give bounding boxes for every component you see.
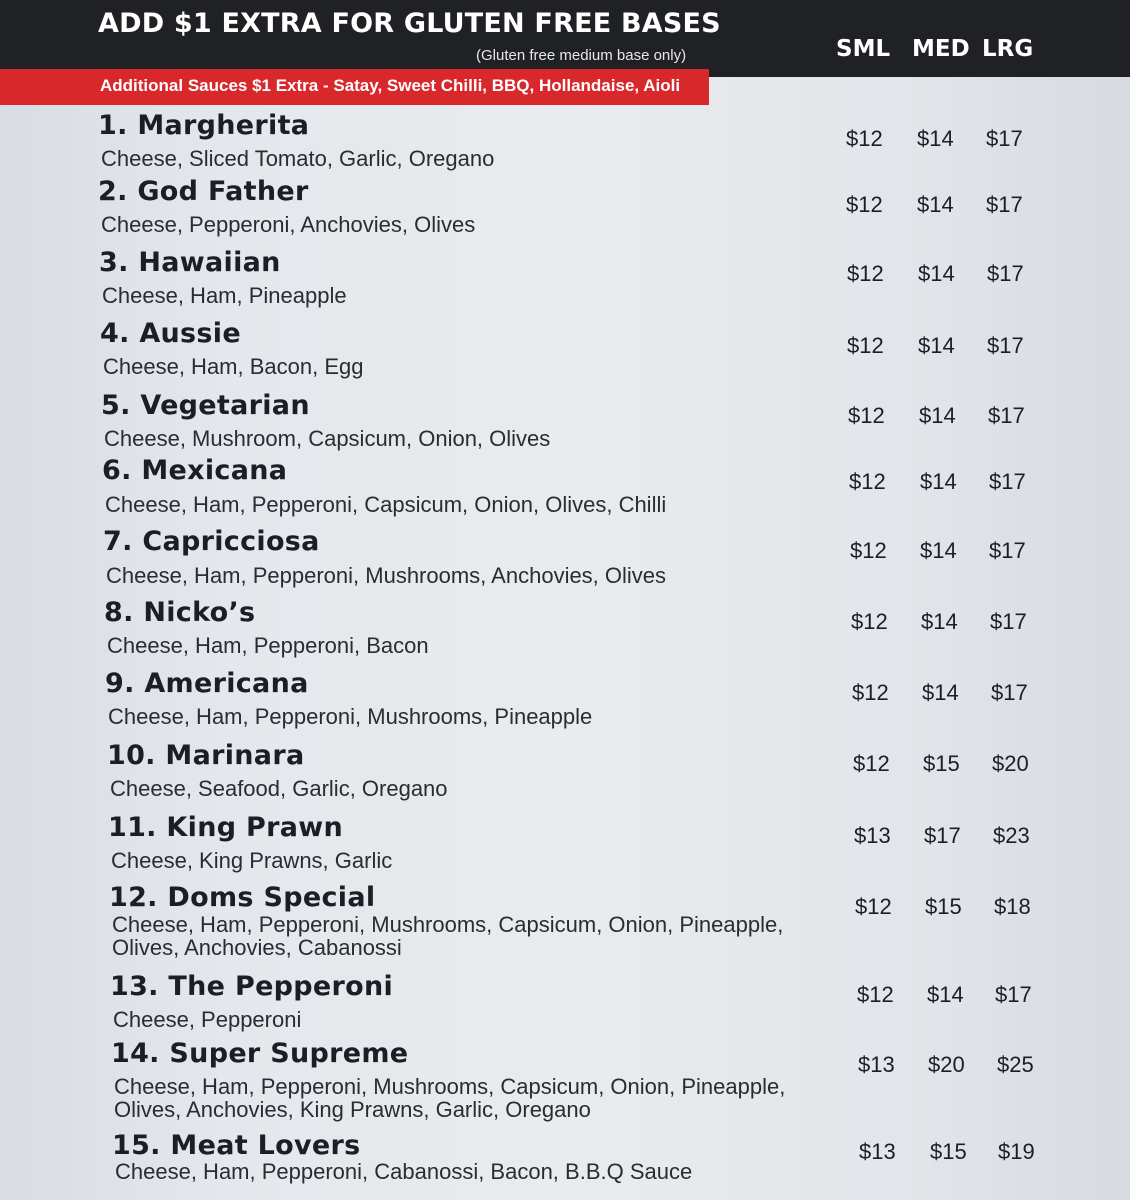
pizza-name: 8. Nicko’s <box>104 597 256 628</box>
price-small: $12 <box>853 751 890 776</box>
pizza-ingredients: Cheese, Ham, Pepperoni, Cabanossi, Bacon, B.B.Q Sauce <box>115 1159 693 1184</box>
pizza-ingredients: Cheese, Mushroom, Capsicum, Onion, Olives <box>104 426 551 451</box>
pizza-ingredients: Cheese, Ham, Pepperoni, Mushrooms, Capsicum, Onion, Pineapple, <box>114 1074 786 1099</box>
pizza-ingredients: Cheese, Ham, Pepperoni, Capsicum, Onion, Olives, Chilli <box>105 492 667 517</box>
pizza-ingredients: Cheese, King Prawns, Garlic <box>111 848 393 873</box>
pizza-ingredients: Olives, Anchovies, Cabanossi <box>112 935 402 960</box>
pizza-ingredients: Cheese, Pepperoni, Anchovies, Olives <box>101 212 476 237</box>
price-small: $12 <box>857 982 894 1007</box>
pizza-ingredients: Cheese, Ham, Pepperoni, Mushrooms, Capsicum, Onion, Pineapple, <box>112 912 784 937</box>
pizza-name: 14. Super Supreme <box>111 1038 409 1069</box>
price-large: $17 <box>988 403 1025 428</box>
pizza-name: 11. King Prawn <box>108 812 344 843</box>
gluten-free-heading: ADD $1 EXTRA FOR GLUTEN FREE BASES <box>98 8 721 39</box>
sauce-banner-text: Additional Sauces $1 Extra - Satay, Sweet Chilli, BBQ, Hollandaise, Aioli <box>100 76 681 95</box>
column-header-large: LRG <box>982 36 1034 62</box>
price-large: $23 <box>993 823 1030 848</box>
price-large: $25 <box>997 1052 1034 1077</box>
price-medium: $14 <box>917 192 954 217</box>
pizza-name: 2. God Father <box>98 176 309 207</box>
price-medium: $14 <box>919 403 956 428</box>
price-large: $17 <box>987 261 1024 286</box>
price-large: $17 <box>989 538 1026 563</box>
size-column-headers <box>836 36 1042 62</box>
price-medium: $14 <box>927 982 964 1007</box>
price-small: $13 <box>859 1139 896 1164</box>
pizza-name: 1. Margherita <box>98 110 310 141</box>
pizza-name: 9. Americana <box>105 668 309 699</box>
price-medium: $15 <box>925 894 962 919</box>
pizza-name: 15. Meat Lovers <box>112 1130 361 1161</box>
price-small: $12 <box>852 680 889 705</box>
price-large: $17 <box>986 192 1023 217</box>
price-large: $17 <box>995 982 1032 1007</box>
pizza-name: 6. Mexicana <box>102 455 288 486</box>
price-large: $17 <box>987 333 1024 358</box>
price-small: $12 <box>850 538 887 563</box>
price-medium: $20 <box>928 1052 965 1077</box>
gluten-free-note: (Gluten free medium base only) <box>476 47 687 64</box>
price-small: $12 <box>846 192 883 217</box>
price-large: $17 <box>989 469 1026 494</box>
pizza-name: 12. Doms Special <box>109 882 376 913</box>
pizza-ingredients: Cheese, Ham, Pepperoni, Mushrooms, Anchovies, Olives <box>106 563 667 588</box>
pizza-ingredients: Cheese, Ham, Pepperoni, Bacon <box>107 633 429 658</box>
pizza-name: 13. The Pepperoni <box>110 971 394 1002</box>
price-large: $19 <box>998 1139 1035 1164</box>
price-medium: $15 <box>930 1139 967 1164</box>
pizza-ingredients: Olives, Anchovies, King Prawns, Garlic, Oregano <box>114 1097 591 1122</box>
price-small: $12 <box>851 609 888 634</box>
price-small: $13 <box>854 823 891 848</box>
price-small: $12 <box>846 126 883 151</box>
pizza-name: 10. Marinara <box>107 740 305 771</box>
price-small: $12 <box>849 469 886 494</box>
price-large: $17 <box>990 609 1027 634</box>
price-medium: $14 <box>918 333 955 358</box>
price-medium: $14 <box>921 609 958 634</box>
pizza-ingredients: Cheese, Sliced Tomato, Garlic, Oregano <box>101 146 495 171</box>
price-small: $12 <box>847 333 884 358</box>
pizza-ingredients: Cheese, Ham, Pineapple <box>102 283 347 308</box>
pizza-name: 5. Vegetarian <box>101 390 310 421</box>
pizza-name: 4. Aussie <box>100 318 241 349</box>
price-small: $12 <box>847 261 884 286</box>
price-medium: $15 <box>923 751 960 776</box>
price-medium: $14 <box>920 538 957 563</box>
price-large: $20 <box>992 751 1029 776</box>
price-medium: $14 <box>922 680 959 705</box>
price-small: $13 <box>858 1052 895 1077</box>
pizza-name: 3. Hawaiian <box>99 247 281 278</box>
price-medium: $14 <box>917 126 954 151</box>
price-medium: $14 <box>918 261 955 286</box>
price-small: $12 <box>855 894 892 919</box>
price-large: $18 <box>994 894 1031 919</box>
pizza-ingredients: Cheese, Pepperoni <box>113 1007 302 1032</box>
price-small: $12 <box>848 403 885 428</box>
pizza-ingredients: Cheese, Ham, Pepperoni, Mushrooms, Pineapple <box>108 704 593 729</box>
pizza-ingredients: Cheese, Seafood, Garlic, Oregano <box>110 776 448 801</box>
column-header-medium: MED <box>912 36 970 62</box>
pizza-ingredients: Cheese, Ham, Bacon, Egg <box>103 354 364 379</box>
column-header-small: SML <box>836 36 891 62</box>
price-medium: $14 <box>920 469 957 494</box>
price-medium: $17 <box>924 823 961 848</box>
price-large: $17 <box>986 126 1023 151</box>
price-large: $17 <box>991 680 1028 705</box>
pizza-name: 7. Capricciosa <box>103 526 320 557</box>
